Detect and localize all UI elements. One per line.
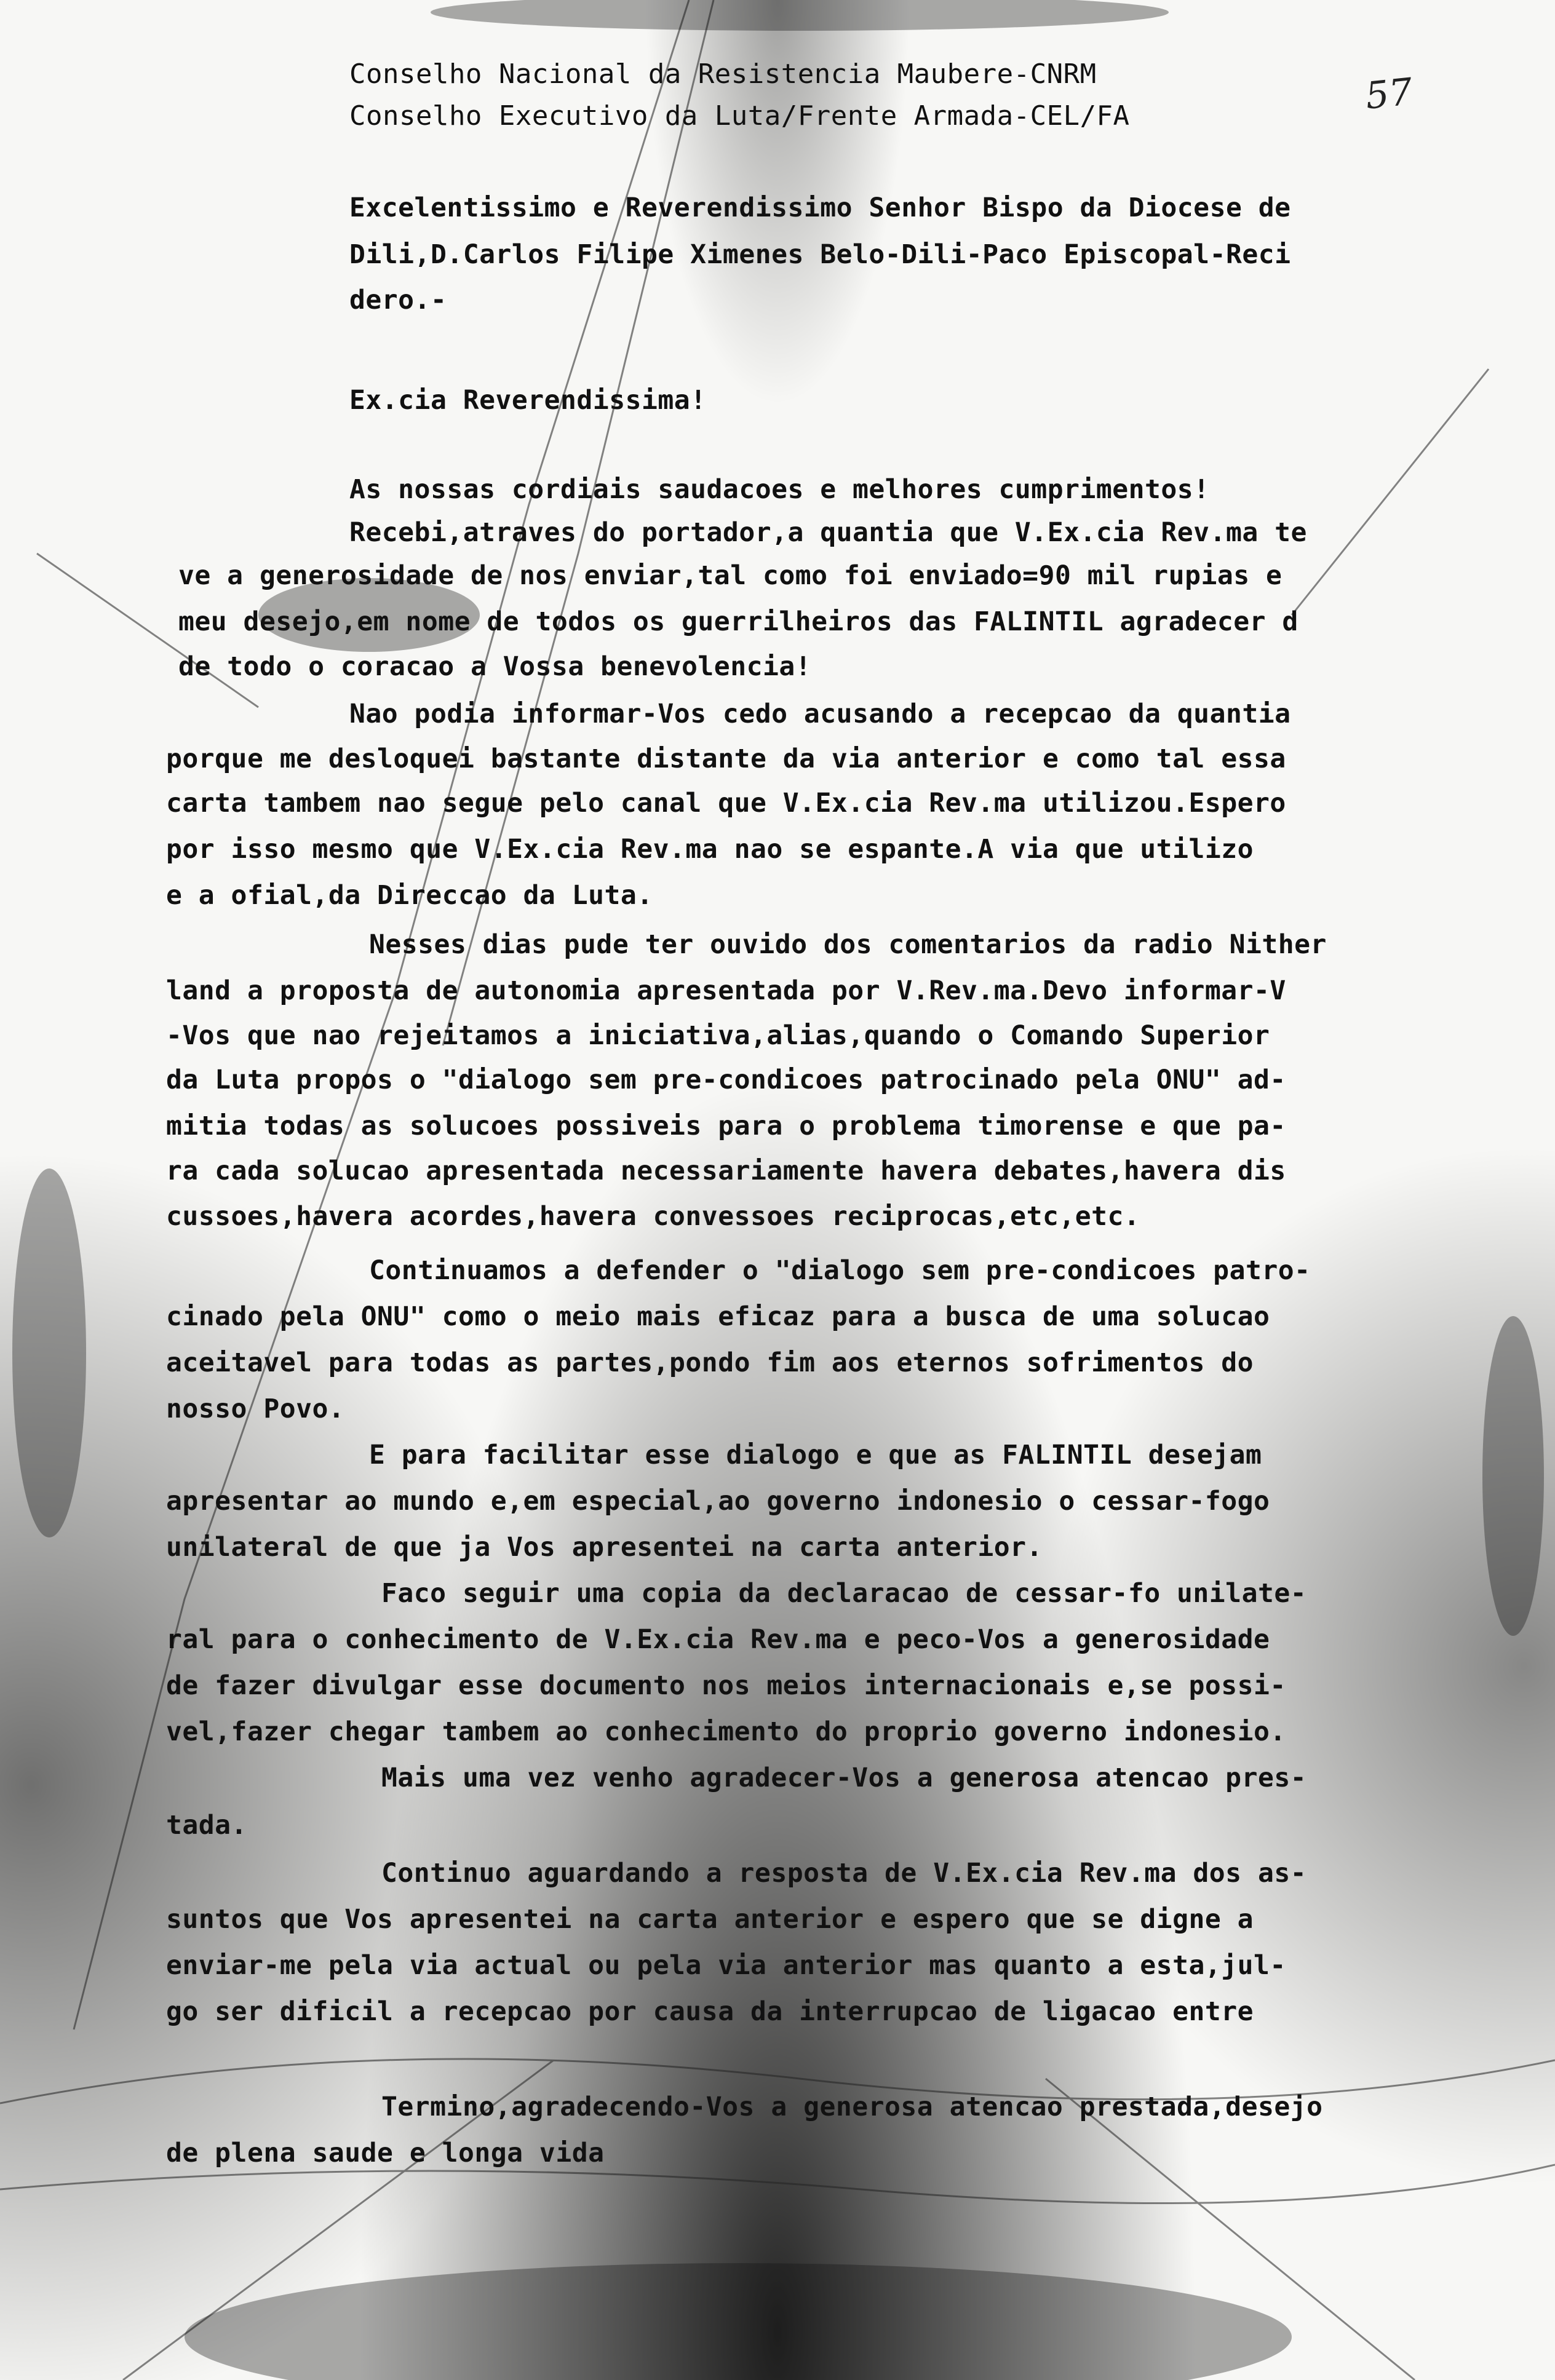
body-line: Nao podia informar-Vos cedo acusando a recepcao da quantia [349, 699, 1291, 729]
addressee-line-1: Excelentissimo e Reverendissimo Senhor Bispo da Diocese de [349, 192, 1291, 223]
body-line: de plena saude e longa vida [166, 2138, 605, 2168]
body-line: e a ofial,da Direccao da Luta. [166, 880, 653, 911]
addressee-line-3: dero.- [349, 285, 447, 315]
body-line: Continuo aguardando a resposta de V.Ex.cia Rev.ma dos as- [381, 1858, 1307, 1889]
body-line: land a proposta de autonomia apresentada por V.Rev.ma.Devo informar-V [166, 975, 1286, 1006]
body-line: go ser dificil a recepcao por causa da interrupcao de ligacao entre [166, 1996, 1254, 2027]
body-line: de todo o coracao a Vossa benevolencia! [178, 651, 812, 682]
body-line: mitia todas as solucoes possiveis para o problema timorense e que pa- [166, 1111, 1286, 1141]
body-line: ve a generosidade de nos enviar,tal como foi enviado=90 mil rupias e [178, 560, 1283, 591]
body-line: As nossas cordiais saudacoes e melhores cumprimentos! [349, 474, 1210, 505]
body-line: de fazer divulgar esse documento nos meios internacionais e,se possi- [166, 1670, 1286, 1701]
body-line: -Vos que nao rejeitamos a iniciativa,alias,quando o Comando Superior [166, 1020, 1270, 1051]
body-line: E para facilitar esse dialogo e que as FALINTIL desejam [369, 1440, 1262, 1470]
body-line: unilateral de que ja Vos apresentei na carta anterior. [166, 1532, 1043, 1563]
body-line: nosso Povo. [166, 1394, 345, 1424]
body-line: enviar-me pela via actual ou pela via anterior mas quanto a esta,jul- [166, 1950, 1286, 1981]
body-line: cussoes,havera acordes,havera convessoes reciprocas,etc,etc. [166, 1201, 1140, 1232]
header-line-2: Conselho Executivo da Luta/Frente Armada-CEL/FA [349, 100, 1130, 132]
body-line: Continuamos a defender o "dialogo sem pre-condicoes patro- [369, 1255, 1311, 1286]
body-line: ra cada solucao apresentada necessariamente havera debates,havera dis [166, 1156, 1286, 1186]
body-line: suntos que Vos apresentei na carta anterior e espero que se digne a [166, 1904, 1254, 1935]
body-line: cinado pela ONU" como o meio mais eficaz para a busca de uma solucao [166, 1301, 1270, 1332]
salutation: Ex.cia Reverendissima! [349, 385, 707, 416]
body-line: meu desejo,em nome de todos os guerrilheiros das FALINTIL agradecer d [178, 606, 1298, 637]
body-line: Nesses dias pude ter ouvido dos comentarios da radio Nither [369, 929, 1327, 960]
header-line-1: Conselho Nacional da Resistencia Maubere-CNRM [349, 58, 1097, 90]
body-line: Termino,agradecendo-Vos a generosa atencao prestada,desejo [381, 2092, 1323, 2122]
body-line: carta tambem nao segue pelo canal que V.Ex.cia Rev.ma utilizou.Espero [166, 788, 1286, 819]
body-line: tada. [166, 1810, 247, 1841]
body-line: Faco seguir uma copia da declaracao de cessar-fo unilate- [381, 1578, 1307, 1609]
body-line: ral para o conhecimento de V.Ex.cia Rev.ma e peco-Vos a generosidade [166, 1624, 1270, 1655]
body-line: da Luta propos o "dialogo sem pre-condicoes patrocinado pela ONU" ad- [166, 1065, 1286, 1095]
body-line: vel,fazer chegar tambem ao conhecimento do proprio governo indonesio. [166, 1716, 1286, 1747]
body-line: por isso mesmo que V.Ex.cia Rev.ma nao se espante.A via que utilizo [166, 834, 1254, 865]
addressee-line-2: Dili,D.Carlos Filipe Ximenes Belo-Dili-Paco Episcopal-Reci [349, 239, 1291, 270]
body-line: aceitavel para todas as partes,pondo fim aos eternos sofrimentos do [166, 1347, 1254, 1378]
body-line: Recebi,atraves do portador,a quantia que V.Ex.cia Rev.ma te [349, 517, 1307, 548]
body-line: apresentar ao mundo e,em especial,ao governo indonesio o cessar-fogo [166, 1486, 1270, 1517]
body-line: porque me desloquei bastante distante da via anterior e como tal essa [166, 744, 1286, 774]
body-line: Mais uma vez venho agradecer-Vos a generosa atencao pres- [381, 1763, 1307, 1793]
page-number-annotation: 57 [1363, 70, 1415, 118]
